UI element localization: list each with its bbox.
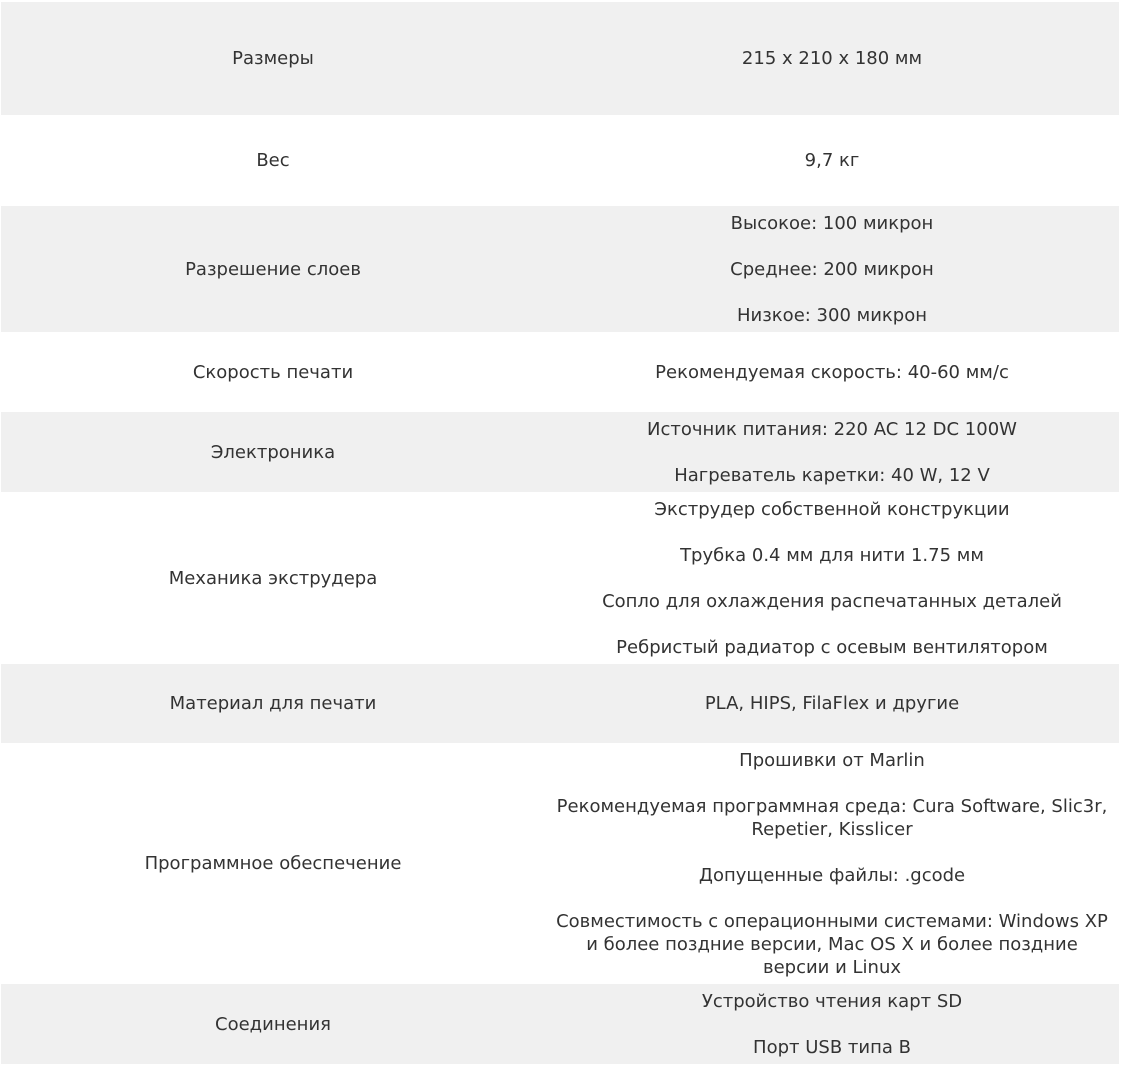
spec-value-line: Среднее: 200 микрон (730, 258, 934, 280)
spec-value (545, 412, 1119, 492)
spec-value (545, 743, 1119, 984)
spec-value-line: 215 x 210 x 180 мм (741, 48, 923, 69)
spec-value (545, 115, 1119, 206)
spec-label (1, 664, 545, 743)
spec-label-text: Электроника (210, 441, 336, 463)
spec-value (545, 492, 1119, 664)
spec-value-line: Рекомендуемая скорость: 40-60 мм/с (655, 361, 1009, 383)
spec-label-text: Материал для печати (169, 693, 377, 714)
spec-label (1, 206, 545, 332)
spec-label (1, 2, 545, 115)
spec-value-line: Экструдер собственной конструкции (654, 498, 1010, 520)
spec-row-dimensions (1, 2, 1119, 115)
spec-label (1, 115, 545, 206)
spec-row-extruder-mechanics (1, 492, 1119, 664)
spec-row-connections (1, 984, 1119, 1064)
spec-label-text: Вес (256, 150, 290, 171)
spec-label (1, 492, 545, 664)
spec-value-line: 9,7 кг (804, 150, 860, 171)
spec-value (545, 206, 1119, 332)
spec-label (1, 743, 545, 984)
spec-value-line: Устройство чтения карт SD (701, 990, 963, 1012)
spec-label (1, 412, 545, 492)
spec-value-line: Низкое: 300 микрон (737, 304, 927, 326)
spec-label-text: Разрешение слоев (185, 258, 361, 280)
spec-row-print-material (1, 664, 1119, 743)
spec-value-line: Совместимость с операционными системами: Windows XP и более поздние версии, Mac OS X и более поздние версии и Linux (556, 910, 1108, 978)
spec-value (545, 332, 1119, 412)
spec-value-line: Рекомендуемая программная среда: Cura Software, Slic3r, Repetier, Kisslicer (556, 795, 1108, 840)
spec-row-layer-resolution (1, 206, 1119, 332)
spec-label (1, 332, 545, 412)
spec-value (545, 664, 1119, 743)
spec-value (545, 2, 1119, 115)
spec-value (545, 984, 1119, 1064)
spec-value-line: Высокое: 100 микрон (730, 212, 934, 234)
spec-label-text: Программное обеспечение (144, 853, 402, 874)
spec-value-line: Нагреватель каретки: 40 W, 12 V (674, 464, 990, 486)
spec-row-electronics (1, 412, 1119, 492)
spec-label-text: Размеры (232, 48, 314, 69)
spec-value-line: Порт USB типа B (753, 1036, 911, 1058)
spec-row-software (1, 743, 1119, 984)
spec-row-weight (1, 115, 1119, 206)
spec-label-text: Соединения (215, 1013, 331, 1035)
spec-value-line: Ребристый радиатор с осевым вентилятором (616, 636, 1048, 658)
spec-label (1, 984, 545, 1064)
spec-label-text: Скорость печати (192, 361, 354, 383)
spec-label-text: Механика экструдера (168, 567, 378, 589)
spec-value-line: Сопло для охлаждения распечатанных деталей (602, 590, 1062, 612)
spec-table (1, 2, 1119, 1064)
spec-value-line: PLA, HIPS, FilaFlex и другие (704, 693, 960, 714)
spec-value-line: Прошивки от Marlin (739, 749, 925, 771)
spec-row-print-speed (1, 332, 1119, 412)
spec-value-line: Источник питания: 220 AC 12 DC 100W (647, 418, 1017, 440)
spec-value-line: Допущенные файлы: .gcode (698, 864, 966, 886)
spec-value-line: Трубка 0.4 мм для нити 1.75 мм (680, 544, 984, 566)
